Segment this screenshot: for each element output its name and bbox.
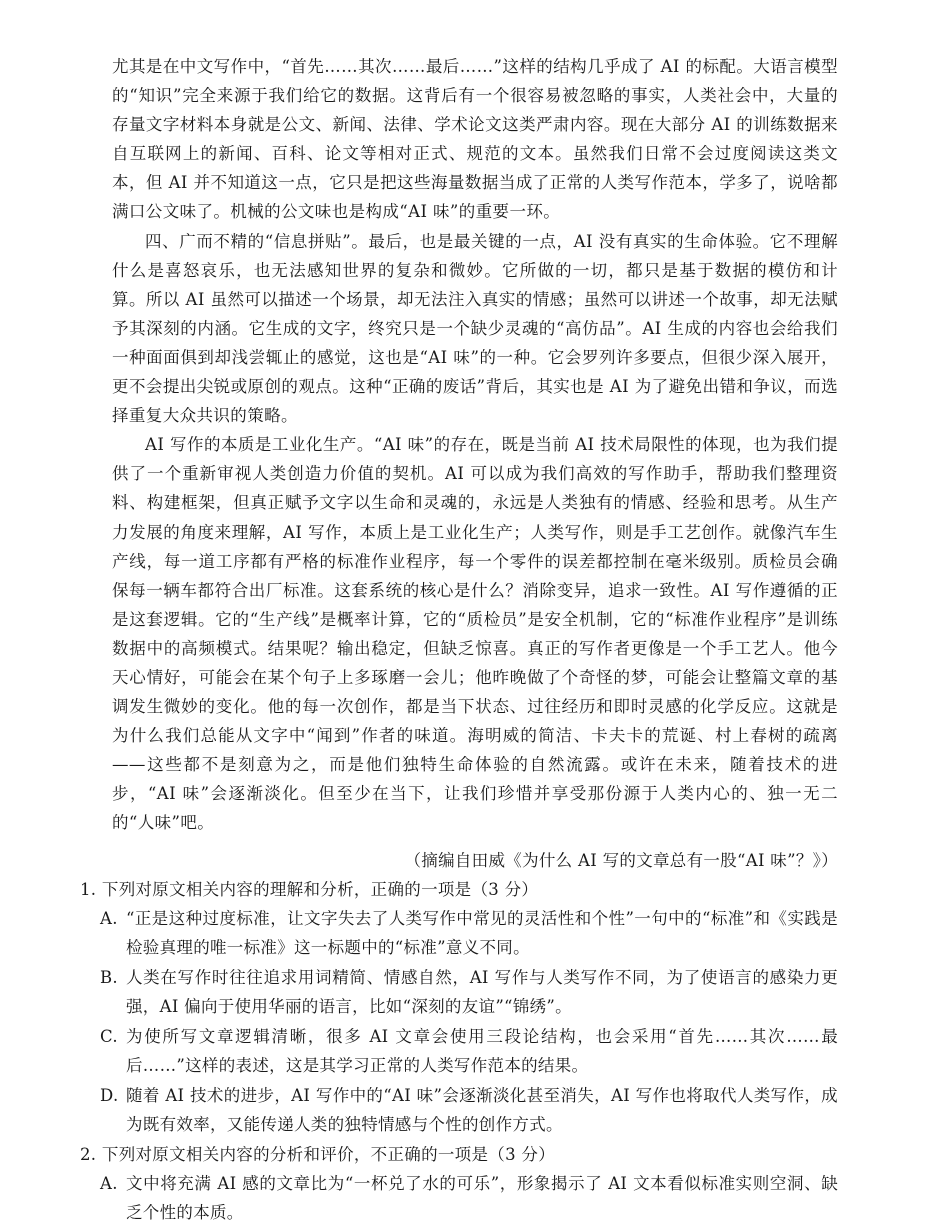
article-paragraph: AI 写作的本质是工业化生产。“AI 味”的存在，既是当前 AI 技术局限性的体现，也为我们提供了一个重新审视人类创造力价值的契机。AI 可以成为我们高效的写作助手，帮助我们整理资料、构建框架，但真正赋予文字以生命和灵魂的，永远是人类独有的情感、经验和思考。从生产力发展的角度来理解，AI 写作，本质上是工业化生产；人类写作，则是手工艺创作。就像汽车生产线，每一道工序都有严格的标准作业程序，每一个零件的误差都控制在毫米级别。质检员会确保每一辆车都符合出厂标准。这套系统的核心是什么？消除变异，追求一致性。AI 写作遵循的正是这套逻辑。它的“生产线”是概率计算，它的“质检员”是安全机制，它的“标准作业程序”是训练数据中的高频模式。结果呢？输出稳定，但缺乏惊喜。真正的写作者更像是一个手工艺人。他今天心情好，可能会在某个句子上多琢磨一会儿；他昨晚做了个奇怪的梦，可能会让整篇文章的基调发生微妙的变化。他的每一次创作，都是当下状态、过往经历和即时灵感的化学反应。这就是为什么我们总能从文字中“闻到”作者的味道。海明威的简洁、卡夫卡的荒诞、村上春树的疏离——这些都不是刻意为之，而是他们独特生命体验的自然流露。或许在未来，随着技术的进步，“AI 味”会逐渐淡化。但至少在当下，让我们珍惜并享受那份源于人类内心的、独一无二的“人味”吧。 bbox=[112, 435, 838, 833]
option-text: 为使所写文章逻辑清晰，很多 AI 文章会使用三段论结构，也会采用“首先……其次……最后……”这样的表述，这是其学习正常的人类写作范本的结果。 bbox=[126, 1026, 838, 1076]
option-text: “正是这种过度标准，让文字失去了人类写作中常见的灵活性和个性”一句中的“标准”和《实践是检验真理的唯一标准》这一标题中的“标准”意义不同。 bbox=[126, 908, 838, 958]
article-paragraph: 尤其是在中文写作中，“首先……其次……最后……”这样的结构几乎成了 AI 的标配。大语言模型的“知识”完全来源于我们给它的数据。这背后有一个很容易被忽略的事实，人类社会中，大量的存量文字材料本身就是公文、新闻、法律、学术论文这类严肃内容。现在大部分 AI 的训练数据来自互联网上的新闻、百科、论文等相对正式、规范的文本。虽然我们日常不会过度阅读这类文本，但 AI 并不知道这一点，它只是把这些海量数据当成了正常的人类写作范本，学多了，说啥都满口公文味了。机械的公文味也是构成“AI 味”的重要一环。 bbox=[112, 57, 838, 222]
option-letter: C. bbox=[100, 1026, 118, 1046]
option-b bbox=[100, 963, 838, 1022]
option-c bbox=[100, 1022, 838, 1081]
option-letter: A. bbox=[100, 908, 118, 928]
option-a bbox=[100, 904, 838, 963]
question-stem: 2. 下列对原文相关内容的分析和评价，不正确的一项是（3 分） bbox=[80, 1144, 556, 1164]
option-a bbox=[100, 1169, 838, 1228]
option-letter: B. bbox=[100, 967, 118, 987]
option-letter: D. bbox=[100, 1085, 119, 1105]
option-letter: A. bbox=[100, 1173, 118, 1193]
question-1 bbox=[80, 875, 838, 1140]
question-2 bbox=[80, 1140, 838, 1228]
question-stem: 1. 下列对原文相关内容的理解和分析，正确的一项是（3 分） bbox=[80, 879, 539, 899]
article-body bbox=[112, 52, 838, 875]
article-paragraph: 四、广而不精的“信息拼贴”。最后，也是最关键的一点，AI 没有真实的生命体验。它不理解什么是喜怒哀乐，也无法感知世界的复杂和微妙。它所做的一切，都只是基于数据的模仿和计算。所以 AI 虽然可以描述一个场景，却无法注入真实的情感；虽然可以讲述一个故事，却无法赋予其深刻的内涵。它生成的文字，终究只是一个缺少灵魂的“高仿品”。AI 生成的内容也会给我们一种面面俱到却浅尝辄止的感觉，这也是“AI 味”的一种。它会罗列许多要点，但很少深入展开，更不会提出尖锐或原创的观点。这种“正确的废话”背后，其实也是 AI 为了避免出错和争议，而选择重复大众共识的策略。 bbox=[112, 231, 838, 426]
option-text: 随着 AI 技术的进步，AI 写作中的“AI 味”会逐渐淡化甚至消失，AI 写作也将取代人类写作，成为既有效率，又能传递人类的独特情感与个性的创作方式。 bbox=[126, 1085, 838, 1135]
article-source: （摘编自田威《为什么 AI 写的文章总有一股“AI 味”？》） bbox=[404, 850, 838, 870]
option-text: 人类在写作时往往追求用词精简、情感自然，AI 写作与人类写作不同，为了使语言的感染力更强，AI 偏向于使用华丽的语言，比如“深刻的友谊”“锦绣”。 bbox=[126, 967, 838, 1017]
option-d bbox=[100, 1081, 838, 1140]
option-text: 文中将充满 AI 感的文章比为“一杯兑了水的可乐”，形象揭示了 AI 文本看似标准实则空洞、缺乏个性的本质。 bbox=[126, 1173, 838, 1223]
